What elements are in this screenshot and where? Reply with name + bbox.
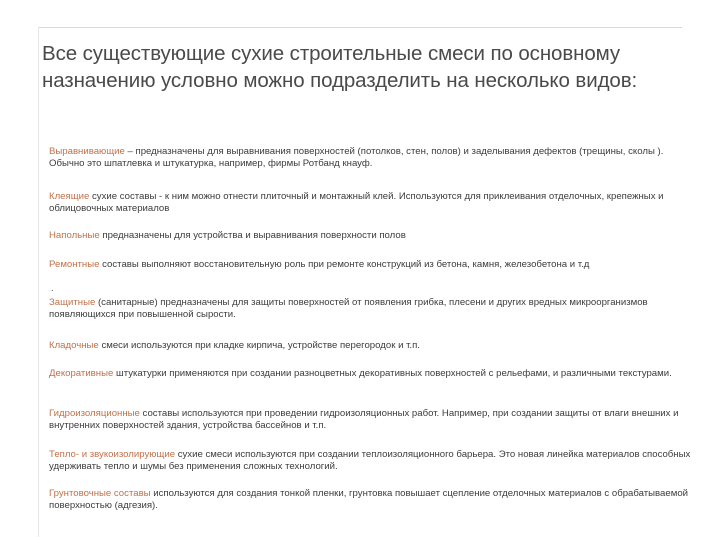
item-text: (санитарные) предназначены для защиты поверхностей от появления грибка, плесени и других вредных микроорганизмов появляющихся при повышенной сырости. — [49, 297, 648, 320]
item-term: Защитные — [49, 297, 96, 308]
item-text: штукатурки применяются при создании разноцветных декоративных поверхностей с рельефами, и различными текстурами. — [113, 368, 672, 379]
item-text: сухие смеси используются при создании теплоизоляционного барьера. Это новая линейка материалов способных удерживать тепло и шумы без применения сложных технологий. — [49, 449, 691, 472]
item-term: Тепло- и звукоизолирующие — [49, 449, 176, 460]
item-text: сухие составы - к ним можно отнести плиточный и монтажный клей. Используются для приклеивания отделочных, крепежных и облицовочных материалов — [49, 191, 664, 214]
item-text: предназначены для устройства и выравнивания поверхности полов — [99, 230, 406, 241]
item-text: – предназначены для выравнивания поверхностей (потолков, стен, полов) и заделывания дефектов (трещины, сколы ). Обычно это шпатлевка и штукатурка, например, фирмы Ротбанд кнауф. — [49, 146, 664, 169]
left-rule — [38, 27, 39, 537]
list-item-repair — [49, 259, 699, 271]
list-item-insulating — [49, 449, 699, 472]
item-text: составы выполняют восстановительную роль при ремонте конструкций из бетона, камня, железобетона и т.д — [99, 259, 590, 270]
list-item-primer — [49, 488, 699, 511]
item-term: Кладочные — [49, 340, 99, 351]
list-item-leveling — [49, 146, 699, 169]
list-item-waterproofing — [49, 408, 699, 431]
item-term: Гидроизоляционные — [49, 408, 140, 419]
list-item-floor — [49, 230, 699, 242]
list-item-adhesive — [49, 191, 699, 214]
item-term: Выравнивающие — [49, 146, 125, 157]
top-rule — [38, 27, 682, 28]
list-item-decorative — [49, 368, 699, 380]
stray-dot: . — [51, 283, 54, 293]
item-text: составы используются при проведении гидроизоляционных работ. Например, при создании защиты от влаги внешних и внутренних поверхностей здания, устройства бассейнов и т.п. — [49, 408, 679, 431]
item-term: Грунтовочные составы — [49, 488, 151, 499]
item-term: Клеящие — [49, 191, 90, 202]
slide-title: Все существующие сухие строительные смеси по основному назначению условно можно подразделить на несколько видов: — [42, 42, 638, 92]
item-text: используются для создания тонкой пленки, грунтовка повышает сцепление отделочных материалов с обрабатываемой поверхностью (адгезия). — [49, 488, 689, 511]
item-term: Ремонтные — [49, 259, 100, 270]
item-text: смеси используются при кладке кирпича, устройстве перегородок и т.п. — [98, 340, 420, 351]
list-item-masonry — [49, 340, 699, 352]
item-term: Напольные — [49, 230, 100, 241]
item-term: Декоративные — [49, 368, 114, 379]
list-item-protective — [49, 297, 699, 320]
